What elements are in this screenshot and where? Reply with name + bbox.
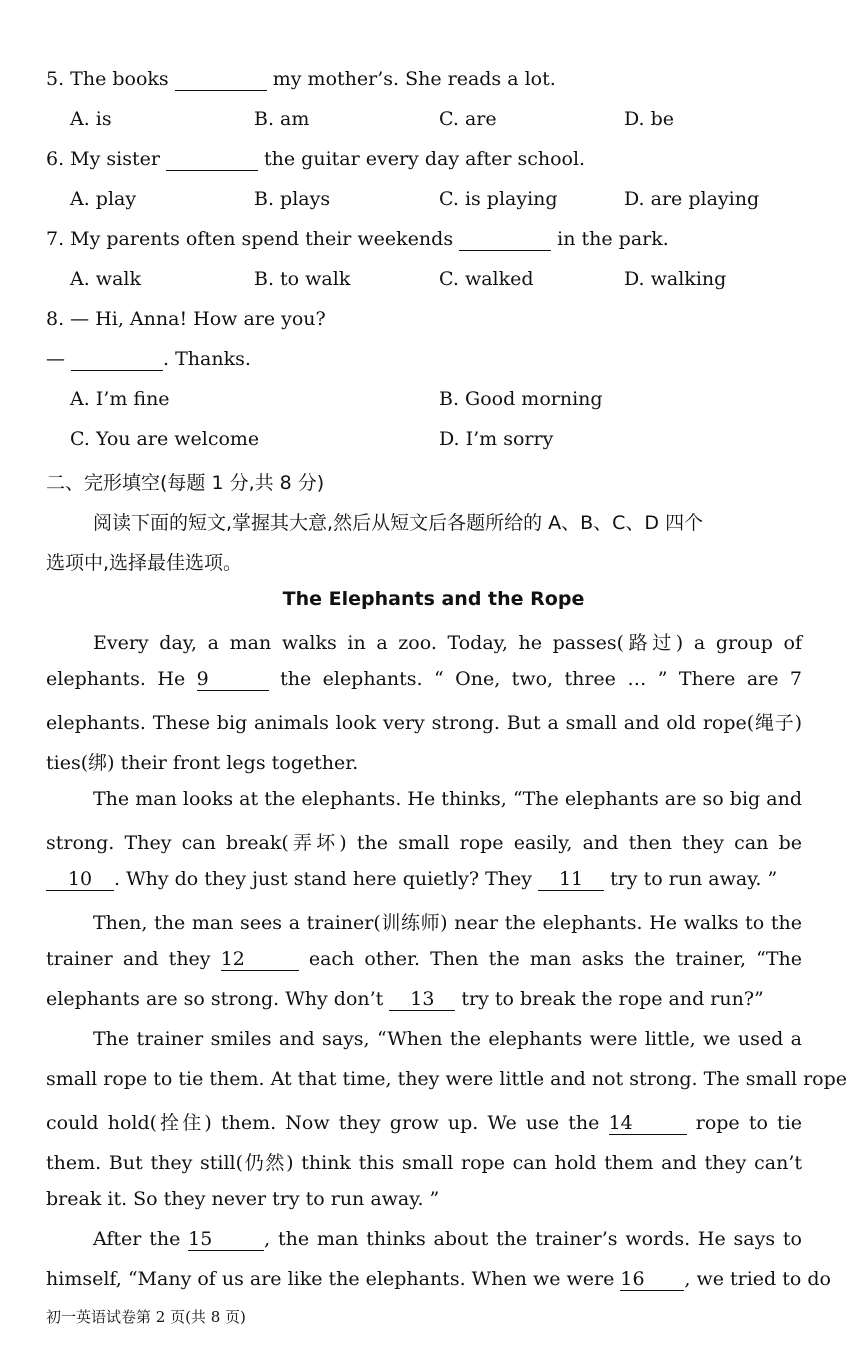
passage-line (46, 988, 764, 1011)
passage-line: break it. So they never try to run away. ” (46, 1188, 440, 1210)
question-stem-end: in the park. (557, 228, 669, 250)
answer-blank[interactable] (166, 149, 258, 171)
option-c[interactable]: C. is playing (439, 188, 558, 210)
cloze-blank-11[interactable]: 11 (538, 869, 604, 891)
cloze-blank-14[interactable]: 14 (609, 1113, 687, 1135)
question-stem-end: the guitar every day after school. (264, 148, 586, 170)
cloze-blank-15[interactable]: 15 (188, 1229, 264, 1251)
cloze-blank-12[interactable]: 12 (221, 949, 299, 971)
cloze-blank-10[interactable]: 10 (46, 869, 114, 891)
question-8-reply (46, 348, 251, 371)
section-heading: 二、完形填空(每题 1 分,共 8 分) (46, 472, 325, 494)
text: After the (93, 1228, 181, 1250)
option-d[interactable]: D. are playing (624, 188, 760, 210)
passage-line: The trainer smiles and says, “When the elephants were little, we used a (93, 1028, 802, 1050)
question-8: 8. — Hi, Anna! How are you? (46, 308, 326, 330)
option-c[interactable]: C. You are welcome (70, 428, 260, 450)
dash: — (46, 348, 65, 370)
passage-line (93, 1228, 802, 1251)
passage-title: The Elephants and the Rope (282, 588, 585, 610)
passage-line: Then, the man sees a trainer(训练师) near the elephants. He walks to the (93, 912, 802, 934)
passage-line (46, 1108, 802, 1135)
option-a[interactable]: A. walk (70, 268, 141, 290)
cloze-blank-13[interactable]: 13 (389, 989, 455, 1011)
question-stem: 5. The books (46, 68, 169, 90)
option-b[interactable]: B. plays (254, 188, 331, 210)
page-footer: 初一英语试卷第 2 页(共 8 页) (46, 1308, 246, 1326)
cloze-blank-9[interactable]: 9 (197, 669, 269, 691)
option-b[interactable]: B. to walk (254, 268, 351, 290)
passage-line: small rope to tie them. At that time, they were little and not strong. The small rope (46, 1068, 848, 1090)
passage-line: them. But they still(仍然) think this small rope can hold them and they can’t (46, 1152, 802, 1174)
passage-line (46, 668, 802, 691)
text: could hold(拴住) them. Now they grow up. We use the (46, 1112, 600, 1134)
answer-blank[interactable] (175, 69, 267, 91)
answer-blank[interactable] (71, 349, 163, 371)
answer-blank[interactable] (459, 229, 551, 251)
text: , the man thinks about the trainer’s words. He says to (264, 1228, 802, 1250)
option-d[interactable]: D. walking (624, 268, 727, 290)
passage-line: The man looks at the elephants. He thinks, “The elephants are so big and (93, 788, 802, 810)
option-a[interactable]: A. play (70, 188, 137, 210)
option-c[interactable]: C. walked (439, 268, 534, 290)
text: trainer and they (46, 948, 211, 970)
reply-end: . Thanks. (163, 348, 251, 370)
question-stem-end: my mother’s. She reads a lot. (272, 68, 556, 90)
passage-line (46, 948, 802, 971)
passage-line (46, 868, 777, 891)
text: , we tried to do (684, 1268, 831, 1290)
text: . Why do they just stand here quietly? They (114, 868, 532, 890)
question-stem: 6. My sister (46, 148, 160, 170)
text: try to run away. ” (610, 868, 778, 890)
option-a[interactable]: A. is (70, 108, 112, 130)
text: each other. Then the man asks the trainer, “The (308, 948, 802, 970)
passage-line: elephants. These big animals look very strong. But a small and old rope(绳子) (46, 712, 802, 734)
text: the elephants. “ One, two, three … ” There are 7 (280, 668, 802, 690)
option-b[interactable]: B. am (254, 108, 310, 130)
option-b[interactable]: B. Good morning (439, 388, 603, 410)
option-c[interactable]: C. are (439, 108, 497, 130)
text: elephants are so strong. Why don’t (46, 988, 384, 1010)
question-7 (46, 228, 669, 251)
passage-line: Every day, a man walks in a zoo. Today, he passes(路过) a group of (93, 632, 802, 654)
section-instructions-cont: 选项中,选择最佳选项。 (46, 552, 243, 574)
option-d[interactable]: D. I’m sorry (439, 428, 554, 450)
question-5 (46, 68, 556, 91)
text: elephants. He (46, 668, 186, 690)
question-stem: 7. My parents often spend their weekends (46, 228, 454, 250)
text: rope to tie (695, 1112, 803, 1134)
text: himself, “Many of us are like the elephants. When we were (46, 1268, 615, 1290)
option-d[interactable]: D. be (624, 108, 675, 130)
passage-line (46, 1268, 831, 1291)
text: try to break the rope and run?” (461, 988, 764, 1010)
passage-line: strong. They can break(弄坏) the small rope easily, and then they can be (46, 832, 802, 854)
section-instructions: 阅读下面的短文,掌握其大意,然后从短文后各题所给的 A、B、C、D 四个 (93, 512, 704, 534)
option-a[interactable]: A. I’m fine (70, 388, 170, 410)
question-6 (46, 148, 585, 171)
passage-line: ties(绑) their front legs together. (46, 752, 359, 774)
cloze-blank-16[interactable]: 16 (620, 1269, 684, 1291)
